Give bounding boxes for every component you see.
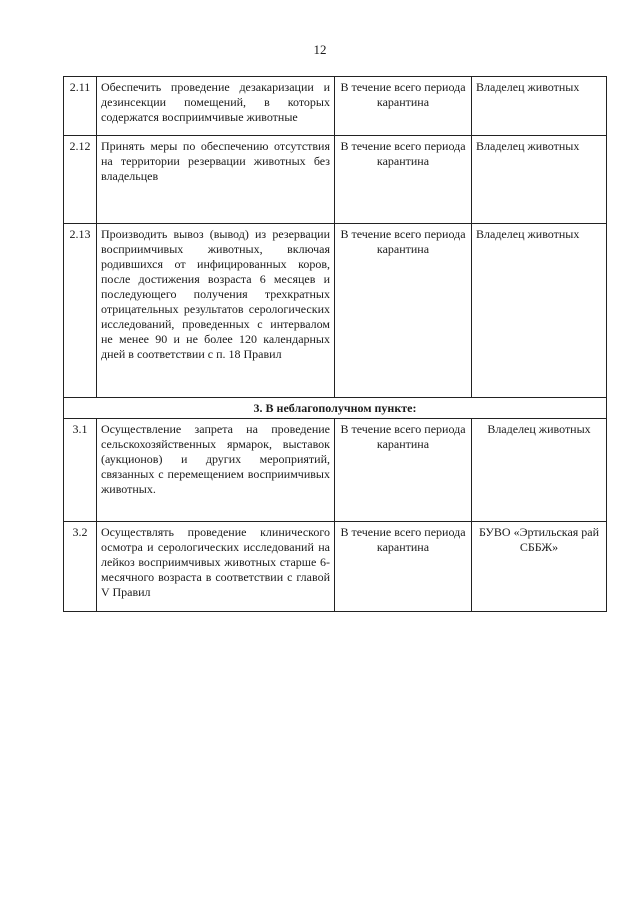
row-number: 2.13 xyxy=(64,224,97,398)
row-action: Обеспечить проведение дезакаризации и дезинсекции помещений, в которых содержатся восприимчивые животные xyxy=(97,77,335,136)
row-responsible: Владелец животных xyxy=(472,77,607,136)
row-action: Принять меры по обеспечению отсутствия на территории резервации животных без владельцев xyxy=(97,136,335,224)
page-number: 12 xyxy=(313,42,327,57)
row-action: Производить вывоз (вывод) из резервации восприимчивых животных, включая родившихся от инфицированных коров, после достижения возраста 6 месяцев и последующего получения трехкратных отрицательных результатов серологических исследований, проведенных с интервалом не менее 90 и не более 120 календарных дней в соответствии с п. 18 Правил xyxy=(97,224,335,398)
row-number: 2.11 xyxy=(64,77,97,136)
table-row xyxy=(64,522,607,612)
row-responsible: БУВО «Эртильская рай СББЖ» xyxy=(472,522,607,612)
row-number: 3.1 xyxy=(64,419,97,522)
row-responsible: Владелец животных xyxy=(472,136,607,224)
row-responsible: Владелец животных xyxy=(472,419,607,522)
row-number: 2.12 xyxy=(64,136,97,224)
section-header-row xyxy=(64,398,607,419)
table-row xyxy=(64,224,607,398)
row-responsible: Владелец животных xyxy=(472,224,607,398)
row-term: В течение всего периода карантина xyxy=(335,522,472,612)
row-term: В течение всего периода карантина xyxy=(335,136,472,224)
section-title: 3. В неблагополучном пункте: xyxy=(64,398,607,419)
row-action: Осуществление запрета на проведение сельскохозяйственных ярмарок, выставок (аукционов) и других мероприятий, связанных с перемещением восприимчивых животных. xyxy=(97,419,335,522)
measures-table xyxy=(63,76,607,612)
row-term: В течение всего периода карантина xyxy=(335,77,472,136)
table-row xyxy=(64,77,607,136)
row-term: В течение всего периода карантина xyxy=(335,419,472,522)
row-action: Осуществлять проведение клинического осмотра и серологических исследований на лейкоз восприимчивых животных старше 6-месячного возраста в соответствии с главой V Правил xyxy=(97,522,335,612)
table-row xyxy=(64,419,607,522)
row-term: В течение всего периода карантина xyxy=(335,224,472,398)
table-row xyxy=(64,136,607,224)
row-number: 3.2 xyxy=(64,522,97,612)
